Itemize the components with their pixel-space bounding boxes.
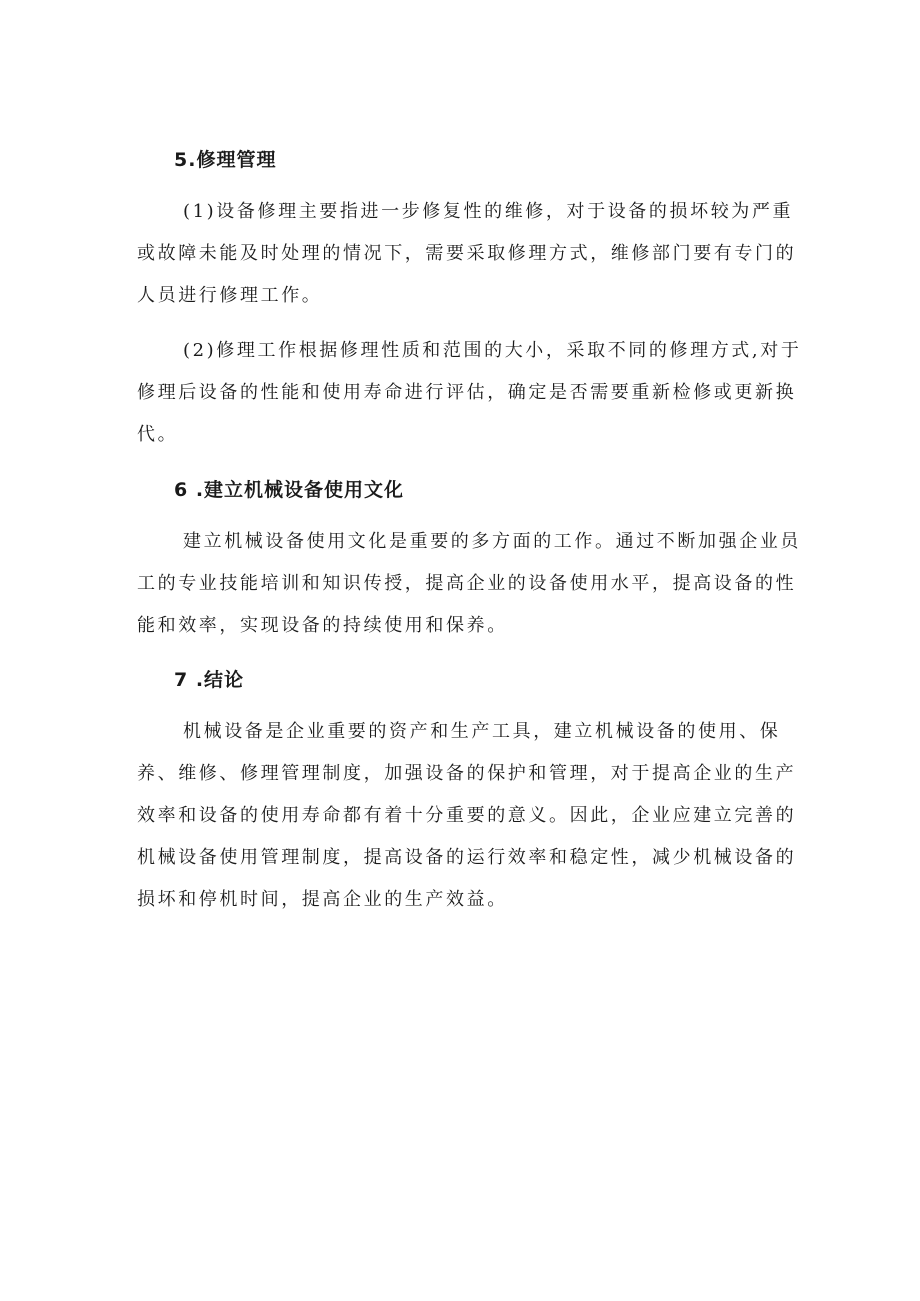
paragraph-line: 人员进行修理工作。 [137,285,323,306]
paragraph-line: 代。 [137,424,179,445]
paragraph-line: 损坏和停机时间，提高企业的生产效益。 [137,889,508,910]
paragraph-line: 机械设备是企业重要的资产和生产工具，建立机械设备的使用、保 [183,721,781,742]
paragraph-line: 养、维修、修理管理制度，加强设备的保护和管理，对于提高企业的生产 [137,763,797,784]
paragraph-line: (2)修理工作根据修理性质和范围的大小，采取不同的修理方式,对于 [183,340,802,361]
paragraph-repair-2 [137,330,802,456]
paragraph-line: 修理后设备的性能和使用寿命进行评估，确定是否需要重新检修或更新换 [137,382,797,403]
section-heading-usage-culture: 6 .建立机械设备使用文化 [174,479,405,501]
paragraph-line: (1)设备修理主要指进一步修复性的维修，对于设备的损坏较为严重 [183,201,794,222]
paragraph-line: 或故障未能及时处理的情况下，需要采取修理方式，维修部门要有专门的 [137,243,797,264]
paragraph-line: 工的专业技能培训和知识传授，提高企业的设备使用水平，提高设备的性 [137,573,797,594]
paragraph-repair-1 [137,191,797,317]
paragraph-usage-culture [137,521,801,647]
paragraph-line: 效率和设备的使用寿命都有着十分重要的意义。因此，企业应建立完善的 [137,805,797,826]
section-heading-conclusion: 7 .结论 [174,669,245,691]
paragraph-line: 建立机械设备使用文化是重要的多方面的工作。通过不断加强企业员 [183,531,801,552]
paragraph-conclusion [137,711,797,921]
section-heading-repair-management: 5.修理管理 [174,149,277,171]
paragraph-line: 能和效率，实现设备的持续使用和保养。 [137,615,508,636]
paragraph-line: 机械设备使用管理制度，提高设备的运行效率和稳定性，减少机械设备的 [137,847,797,868]
